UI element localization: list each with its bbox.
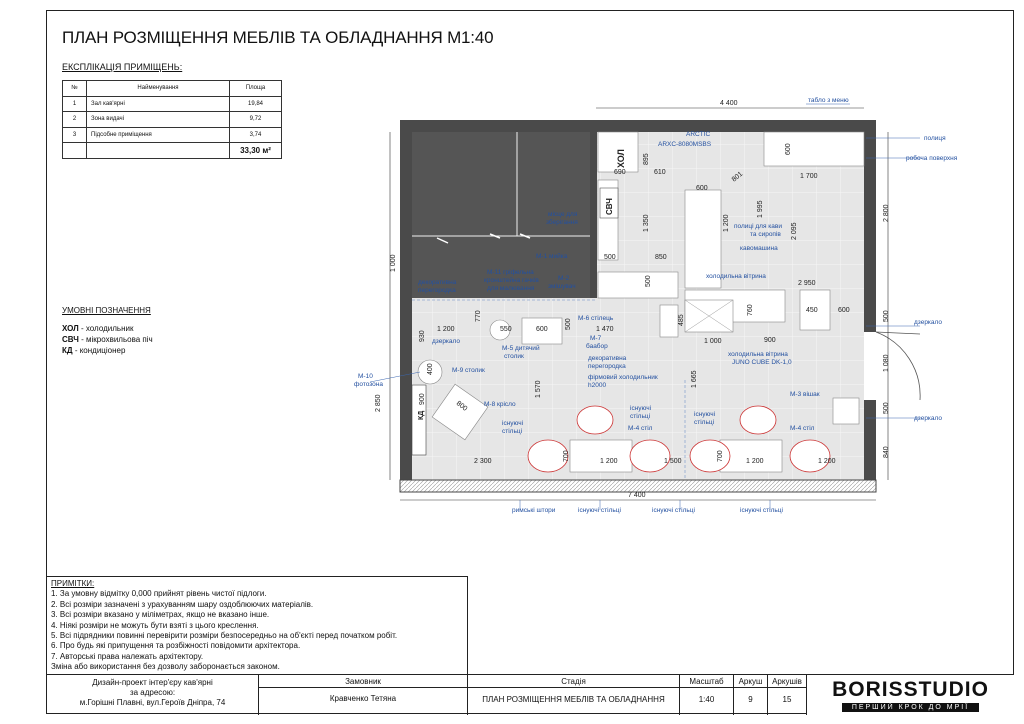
legend-text: - кондиціонер	[72, 346, 126, 355]
sheets-value: 15	[782, 695, 792, 704]
callout-label: М-11 гріфельна	[487, 269, 534, 276]
callout-label: дзеркало	[914, 415, 943, 422]
wall-bottom	[400, 480, 876, 492]
svch-label: СВЧ	[605, 198, 614, 215]
dim-label: 2 300	[474, 458, 492, 465]
callout-label: та сиропів	[750, 231, 781, 238]
table-m4-left	[570, 440, 632, 472]
callout-label: існуючі стільці	[740, 507, 783, 514]
dim-label: 770	[475, 310, 482, 322]
callout-label: ARCTIC	[686, 131, 711, 138]
wall-top	[400, 120, 876, 132]
callout-label: М-9 столик	[452, 367, 485, 374]
room-number: 3	[63, 127, 87, 143]
dim-label: 1 200	[437, 326, 455, 333]
project-name: Дизайн-проект інтер'єру кав'ярні	[92, 678, 213, 687]
callout-label: стільці	[502, 428, 523, 435]
work-surface	[764, 132, 864, 166]
legend-abbr: КД	[62, 346, 73, 355]
legend-text: - мікрохвильова піч	[78, 335, 153, 344]
callout-label: стільці	[630, 413, 651, 420]
dim-right-bottom: 840	[883, 446, 890, 458]
dim-label: 485	[678, 314, 685, 326]
dim-label: 760	[747, 304, 754, 316]
callout-label: холодильна вітрина	[706, 273, 766, 280]
column-header-name: Найменування	[87, 81, 230, 97]
dim-label: 450	[806, 307, 818, 314]
legend-abbr: ХОЛ	[62, 324, 79, 333]
dim-label: 900	[419, 393, 426, 405]
callout-label: перегородка	[588, 363, 626, 370]
logo-slogan: ПЕРШИЙ КРОК ДО МРІЇ	[842, 703, 979, 712]
address-label: за адресою:	[129, 688, 176, 697]
room-name: Підсобне приміщення	[87, 127, 230, 143]
legend-abbr: СВЧ	[62, 335, 79, 344]
callout-label: для малювання	[487, 285, 535, 292]
callout-label: М-4 стіл	[790, 425, 815, 432]
callout-label: існуючі	[630, 405, 652, 412]
dim-label: 610	[654, 169, 666, 176]
logo-text: BORISSTUDIO	[832, 678, 989, 701]
sheet-label: Аркуш	[734, 675, 767, 688]
callout-label: фотозона	[354, 381, 383, 388]
hol-label: ХОЛ	[616, 149, 626, 168]
stage-value: ПЛАН РОЗМІЩЕННЯ МЕБЛІВ ТА ОБЛАДНАННЯ	[482, 695, 665, 704]
callout-label: декоративна	[588, 355, 627, 362]
dim-label: 1 665	[691, 370, 698, 388]
callout-label: зберігання	[546, 219, 578, 226]
dim-label: 900	[764, 337, 776, 344]
callout-label: полиця	[924, 135, 946, 142]
dim-label: 1 200	[746, 458, 764, 465]
dim-label: 500	[565, 318, 572, 330]
dim-left-top: 1 000	[390, 254, 397, 272]
sheet-cell	[734, 675, 768, 715]
notes-block	[47, 576, 468, 674]
dim-label: 400	[427, 363, 434, 375]
callout-label: перегородка	[418, 287, 456, 294]
dim-label: 1 500	[664, 458, 682, 465]
callout-label: М-8 крісло	[484, 401, 516, 408]
partition-wall	[590, 132, 597, 298]
dim-label: 1 995	[757, 200, 764, 218]
dim-label: 850	[655, 254, 667, 261]
page-title: ПЛАН РОЗМІЩЕННЯ МЕБЛІВ ТА ОБЛАДНАННЯ М1:40	[62, 28, 494, 47]
note-item: 7. Авторські права належать архітектору.	[51, 651, 204, 661]
dim-label: 500	[645, 275, 652, 287]
room-name: Зал кав'ярні	[87, 96, 230, 112]
callout-label: табло з меню	[808, 97, 849, 104]
dim-right-top: 2 800	[883, 204, 890, 222]
dim-label: 2 950	[798, 280, 816, 287]
note-item: 2. Всі розміри зазначені з урахуванням шару оздоблюючих матеріалів.	[51, 599, 314, 609]
room-number: 2	[63, 112, 87, 128]
dim-label: 600	[696, 185, 708, 192]
dim-label: 500	[604, 254, 616, 261]
stage-cell	[468, 675, 680, 715]
dim-label: 1 200	[818, 458, 836, 465]
kd-label: КД	[418, 410, 425, 420]
callout-label: баабор	[586, 343, 608, 350]
note-item: 4. Ніякі розміри не можуть бути взяті з цього креслення.	[51, 620, 259, 630]
callout-label: М-10	[358, 373, 373, 380]
dim-label: 1 570	[535, 380, 542, 398]
client-cell	[259, 675, 468, 715]
legend-title: УМОВНІ ПОЗНАЧЕННЯ	[62, 306, 151, 315]
note-item: 1. За умовну відмітку 0,000 прийнят рівень чистої підлоги.	[51, 589, 267, 599]
scale-label: Масштаб	[680, 675, 733, 688]
client-name: Кравченко Тетяна	[329, 694, 397, 703]
callout-label: JUNO CUBE DK-1,0	[732, 359, 792, 366]
callout-label: римські штори	[512, 507, 556, 514]
dim-label: 2 095	[791, 222, 798, 240]
client-label: Замовник	[259, 675, 467, 688]
callout-label: М-5 дитячий	[502, 345, 540, 352]
sink-unit	[598, 272, 678, 298]
callout-label: існуючі стільці	[652, 507, 695, 514]
callout-label: стільці	[694, 419, 715, 426]
title-block	[47, 674, 1014, 714]
dim-label: 690	[614, 169, 626, 176]
note-item: 5. Всі підрядники повинні перевірити розміри безпосередньо на об'єкті перед початком робіт.	[51, 631, 398, 641]
callout-label: дзеркало	[432, 338, 461, 345]
column-header-area: Площа	[230, 81, 282, 97]
brand-fridge	[660, 305, 678, 337]
dim-label: 930	[419, 330, 426, 342]
callout-label: М-4 стіл	[628, 425, 653, 432]
dim-label: 800	[454, 400, 469, 413]
callout-label: існуючі	[694, 411, 716, 418]
callout-label: h2000	[588, 382, 607, 389]
callout-label: ARXC-8080MSBS	[658, 141, 712, 148]
dim-label: 1 200	[600, 458, 618, 465]
callout-label: місце для	[548, 211, 578, 218]
stage-label: Стадія	[468, 675, 679, 688]
sheets-cell	[768, 675, 807, 715]
callout-label: М-7	[590, 335, 602, 342]
dim-label: 550	[500, 326, 512, 333]
callout-label: столик	[504, 353, 524, 360]
dim-label: 895	[643, 153, 650, 165]
notes-title: ПРИМІТКИ:	[51, 579, 95, 588]
callout-label: існуючі стільці	[578, 507, 621, 514]
room-area: 19,84	[230, 96, 282, 112]
dim-label: 801	[730, 170, 745, 184]
dim-label: 700	[717, 450, 724, 462]
dim-label: 600	[536, 326, 548, 333]
callout-label: робоча поверхня	[906, 155, 958, 162]
room-number: 1	[63, 96, 87, 112]
callout-label: М-3 вішак	[790, 391, 820, 398]
dim-label: 1 700	[800, 173, 818, 180]
dim-label: 1 200	[723, 214, 730, 232]
sheets-label: Аркушів	[768, 675, 806, 688]
callout-label: М-2	[558, 275, 570, 282]
wall-right-bottom	[864, 400, 876, 492]
dim-left-bottom: 2 850	[375, 394, 382, 412]
room-area: 9,72	[230, 112, 282, 128]
dim-label: 700	[563, 450, 570, 462]
callout-label: М-6 стілець	[578, 315, 614, 322]
studio-logo	[807, 675, 1014, 715]
hanger	[833, 398, 859, 424]
dim-bottom-total: 7 400	[628, 492, 646, 499]
callout-label: фірмовий холодильник	[588, 374, 658, 381]
dim-label: 600	[838, 307, 850, 314]
total-area: 33,30 м²	[230, 143, 282, 159]
wall-left	[400, 120, 412, 492]
callout-label: дзеркало	[914, 319, 943, 326]
dim-top-total: 4 400	[720, 100, 738, 107]
room-area: 3,74	[230, 127, 282, 143]
callout-label: змішувач	[548, 283, 576, 290]
dim-label: 600	[785, 143, 792, 155]
note-item: 6. Про будь які припущення та розбіжності повідомити архітектора.	[51, 641, 301, 651]
note-item: 3. Всі розміри вказано у міліметрах, якщо не вказано інше.	[51, 610, 270, 620]
callout-label: існуючі	[502, 420, 524, 427]
column-header-number: №	[63, 81, 87, 97]
legend-text: - холодильник	[78, 324, 134, 333]
scale-value: 1:40	[698, 695, 715, 704]
dim-label: 1 350	[643, 214, 650, 232]
room-name: Зона видачі	[87, 112, 230, 128]
callout-label: холодильна вітрина	[728, 351, 788, 358]
project-address: м.Горішні Плавні, вул.Героїв Дніпра, 74	[79, 698, 226, 707]
callout-label: декоративна	[418, 279, 457, 286]
callout-label: кавомашина	[740, 245, 778, 252]
project-cell	[47, 675, 259, 715]
dim-right-mid2: 500	[883, 402, 890, 414]
callout-label: М-1 мийка	[536, 253, 568, 260]
dim-label: 1 000	[704, 338, 722, 345]
note-item: Зміна або використання без дозволу заборонається законом.	[51, 662, 280, 672]
dim-right-door: 1 080	[883, 354, 890, 372]
scale-cell	[680, 675, 734, 715]
dim-right-mid1: 500	[883, 310, 890, 322]
explication-title: ЕКСПЛІКАЦІЯ ПРИМІЩЕНЬ:	[62, 62, 183, 72]
wall-right-top	[864, 120, 876, 332]
sheet-value: 9	[748, 695, 753, 704]
callout-label: полиці для кави	[734, 223, 782, 230]
dim-label: 1 470	[596, 326, 614, 333]
callout-label: кронштейна гачків	[484, 277, 539, 284]
